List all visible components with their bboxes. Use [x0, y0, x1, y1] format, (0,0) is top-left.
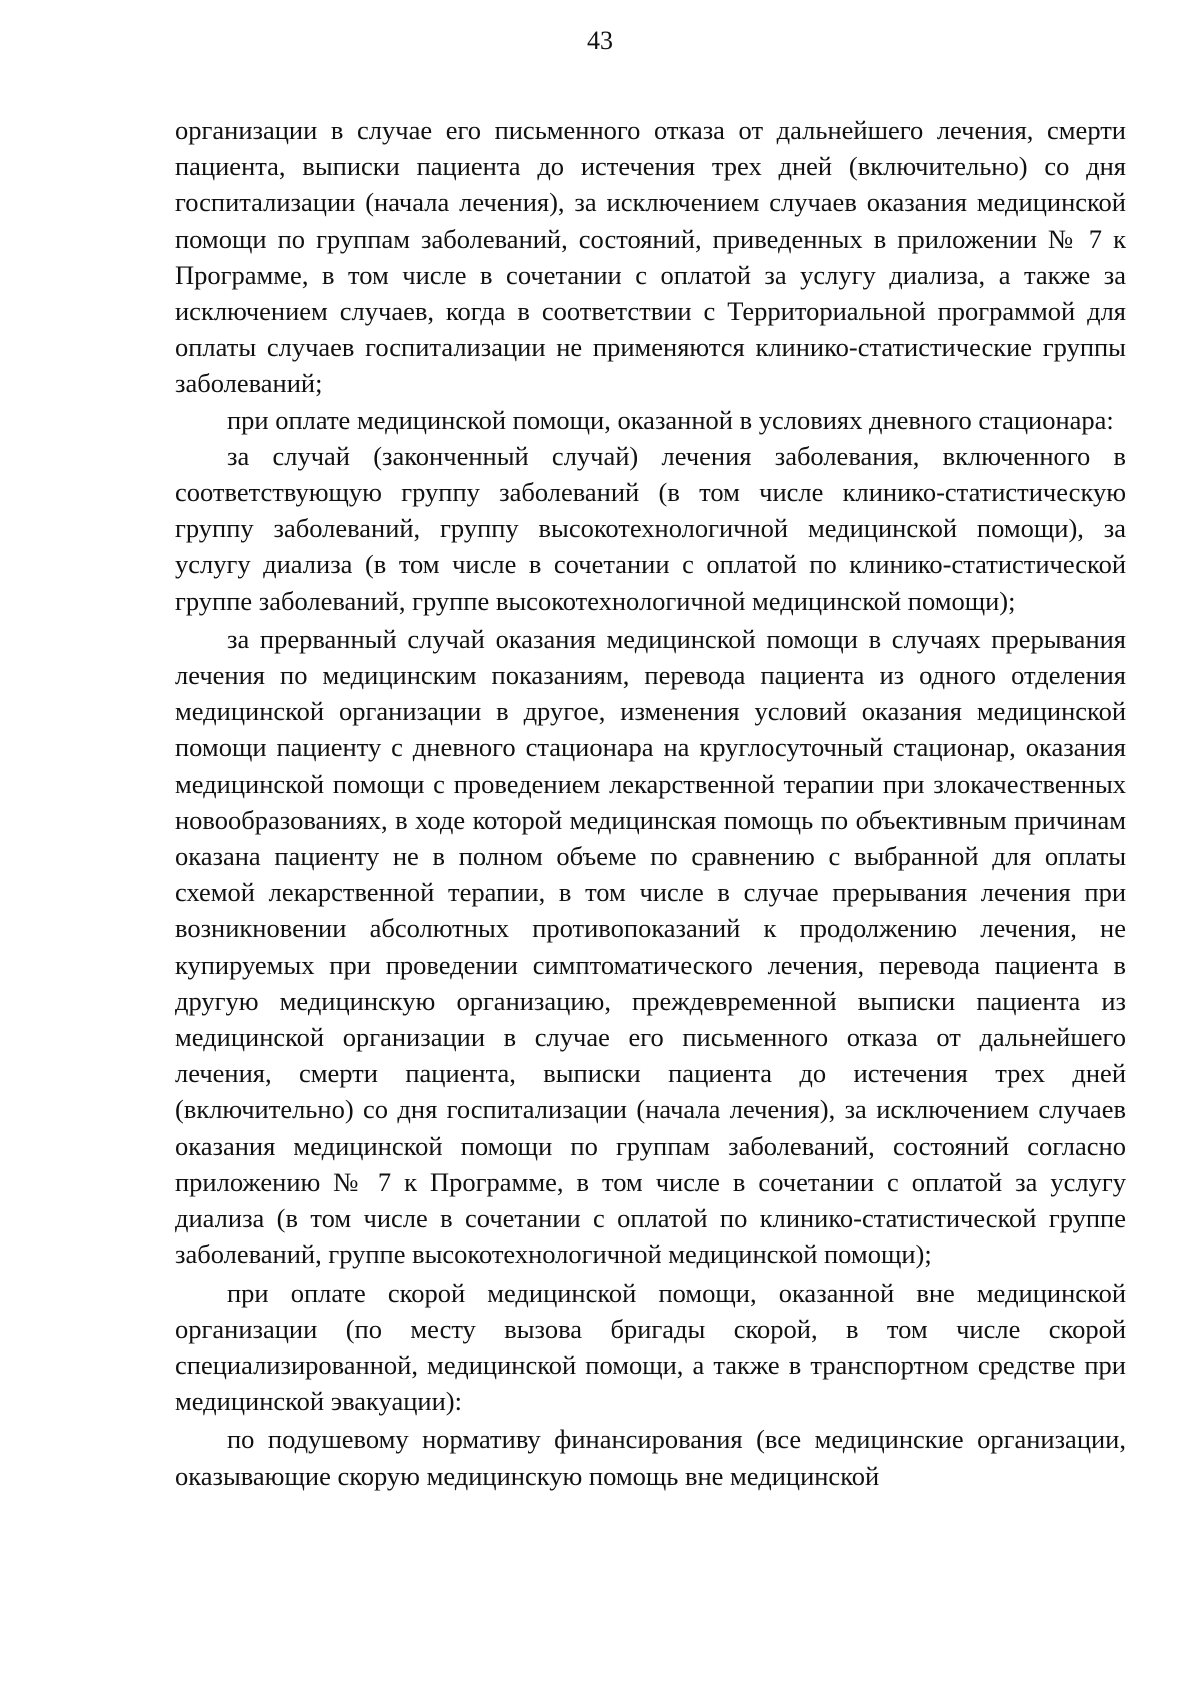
paragraph-interrupted-case: за прерванный случай оказания медицинской помощи в случаях прерывания лечения по медицинским показаниям, перевода пациента из одного отделения медицинской организации в другое, изменения условий оказания медицинской помощи пациенту с дневного стационара на круглосуточный стационар, оказания медицинской помощи с проведением лекарственной терапии при злокачественных новообразованиях, в ходе которой медицинская помощь по объективным причинам оказана пациенту не в полном объеме по сравнению с выбранной для оплаты схемой лекарственной терапии, в том числе в случае прерывания лечения при возникновении абсолютных противопоказаний к продолжению лечения, не купируемых при проведении симптоматического лечения, перевода пациента в другую медицинскую организацию, преждевременной выписки пациента из медицинской организации в случае его письменного отказа от дальнейшего лечения, смерти пациента, выписки пациента до истечения трех дней (включительно) со дня госпитализации (начала лечения), за исключением случаев оказания медицинской помощи по группам заболеваний, состояний согласно приложению № 7 к Программе, в том числе в сочетании с оплатой за услугу диализа (в том числе в сочетании с оплатой по клинико-статистической группе заболеваний, группе высокотехнологичной медицинской помощи);: [175, 623, 1126, 1270]
paragraph-day-hospital-payment: при оплате медицинской помощи, оказанной в условиях дневного стационара:: [227, 404, 1114, 435]
document-body: [175, 112, 1126, 1494]
paragraph-per-capita-standard: по подушевому нормативу финансирования (все медицинские организации, оказывающие скорую медицинскую помощь вне медицинской: [175, 1424, 1126, 1491]
paragraph-ambulance-payment: при оплате скорой медицинской помощи, оказанной вне медицинской организации (по месту вызова бригады скорой, в том числе скорой специализированной, медицинской помощи, а также в транспортном средстве при медицинской эвакуации):: [175, 1277, 1126, 1417]
page-number: 43: [587, 26, 613, 55]
paragraph-completed-case: за случай (законченный случай) лечения заболевания, включенного в соответствующую группу заболеваний (в том числе клинико-статистическую группу заболеваний, группу высокотехнологичной медицинской помощи), за услугу диализа (в том числе в сочетании с оплатой по клинико-статистической группе заболеваний, группе высокотехнологичной медицинской помощи);: [175, 440, 1126, 616]
paragraph-continuation: организации в случае его письменного отказа от дальнейшего лечения, смерти пациента, выписки пациента до истечения трех дней (включительно) со дня госпитализации (начала лечения), за исключением случаев оказания медицинской помощи по группам заболеваний, состояний, приведенных в приложении № 7 к Программе, в том числе в сочетании с оплатой за услугу диализа, а также за исключением случаев, когда в соответствии с Территориальной программой для оплаты случаев госпитализации не применяются клинико-статистические группы заболеваний;: [175, 115, 1126, 399]
